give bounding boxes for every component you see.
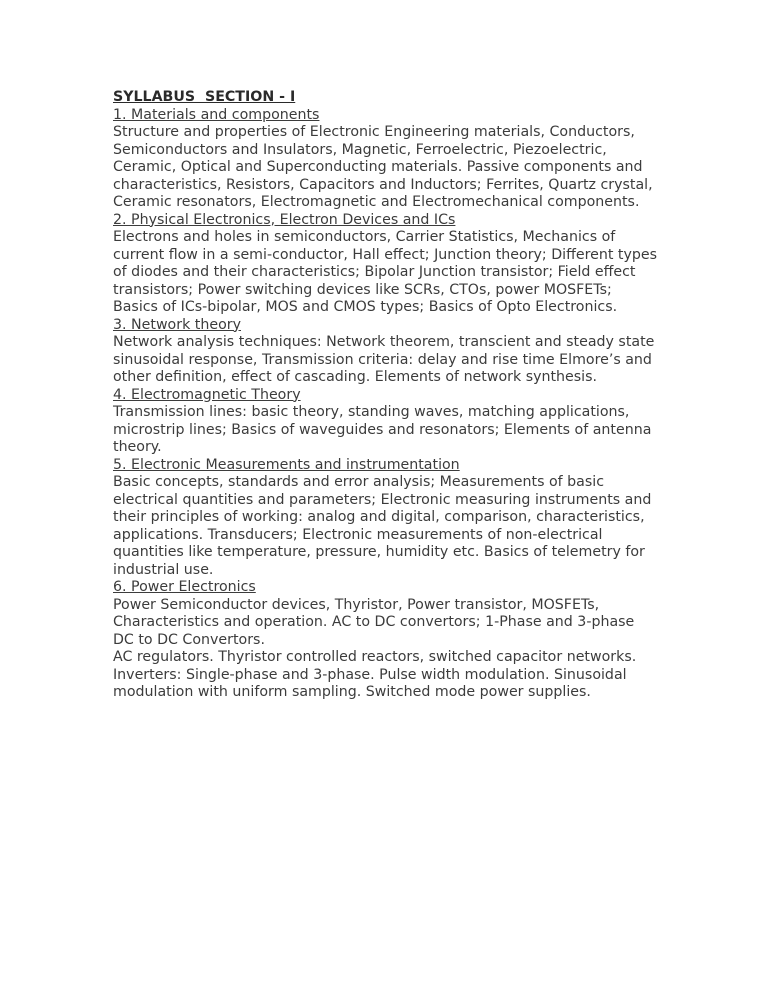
section-1 xyxy=(113,107,658,212)
section-heading: 6. Power Electronics xyxy=(113,579,256,595)
section-heading: 3. Network theory xyxy=(113,316,241,333)
section-heading: 4. Electromagnetic Theory xyxy=(113,386,301,403)
document-title: SYLLABUS SECTION - I xyxy=(113,89,296,105)
section-heading: 2. Physical Electronics, Electron Devices and ICs xyxy=(113,211,456,228)
section-paragraph: Electrons and holes in semiconductors, Carrier Statistics, Mechanics of current flow in a semi-conductor, Hall effect; Junction theory; Different types of diodes and their characteristics; Bipolar Junction transistor; Field effect transistors; Power switching devices like SCRs, CTOs, power MOSFETs; Basics of ICs-bipolar, MOS and CMOS types; Basics of Opto Electronics. xyxy=(113,229,657,315)
section-heading: 1. Materials and components xyxy=(113,106,320,123)
section-paragraph: AC regulators. Thyristor controlled reactors, switched capacitor networks. xyxy=(113,649,637,665)
section-paragraph: Structure and properties of Electronic Engineering materials, Conductors, Semiconductors and Insulators, Magnetic, Ferroelectric, Piezoelectric, Ceramic, Optical and Superconducting materials. Passive components and characteristics, Resistors, Capacitors and Inductors; Ferrites, Quartz crystal, Ceramic resonators, Electromagnetic and Electromechanical components. xyxy=(113,124,653,210)
section-paragraph: Inverters: Single-phase and 3-phase. Pulse width modulation. Sinusoidal modulation with uniform sampling. Switched mode power supplies. xyxy=(113,666,627,700)
section-6 xyxy=(113,579,658,702)
section-3 xyxy=(113,317,658,387)
document-page xyxy=(113,89,658,702)
section-2 xyxy=(113,212,658,317)
section-heading: 5. Electronic Measurements and instrumentation xyxy=(113,456,460,473)
section-5 xyxy=(113,457,658,580)
section-paragraph: Transmission lines: basic theory, standing waves, matching applications, microstrip lines; Basics of waveguides and resonators; Elements of antenna theory. xyxy=(113,404,652,455)
section-paragraph: Power Semiconductor devices, Thyristor, Power transistor, MOSFETs, Characteristics and operation. AC to DC convertors; 1-Phase and 3-phase DC to DC Convertors. xyxy=(113,596,635,648)
section-4 xyxy=(113,387,658,457)
section-paragraph: Network analysis techniques: Network theorem, transcient and steady state sinusoidal response, Transmission criteria: delay and rise time Elmore’s and other definition, effect of cascading. Elements of network synthesis. xyxy=(113,334,655,385)
section-paragraph: Basic concepts, standards and error analysis; Measurements of basic electrical quantities and parameters; Electronic measuring instruments and their principles of working: analog and digital, comparison, characteristics, applications. Transducers; Electronic measurements of non-electrical quantities like temperature, pressure, humidity etc. Basics of telemetry for industrial use. xyxy=(113,474,652,578)
